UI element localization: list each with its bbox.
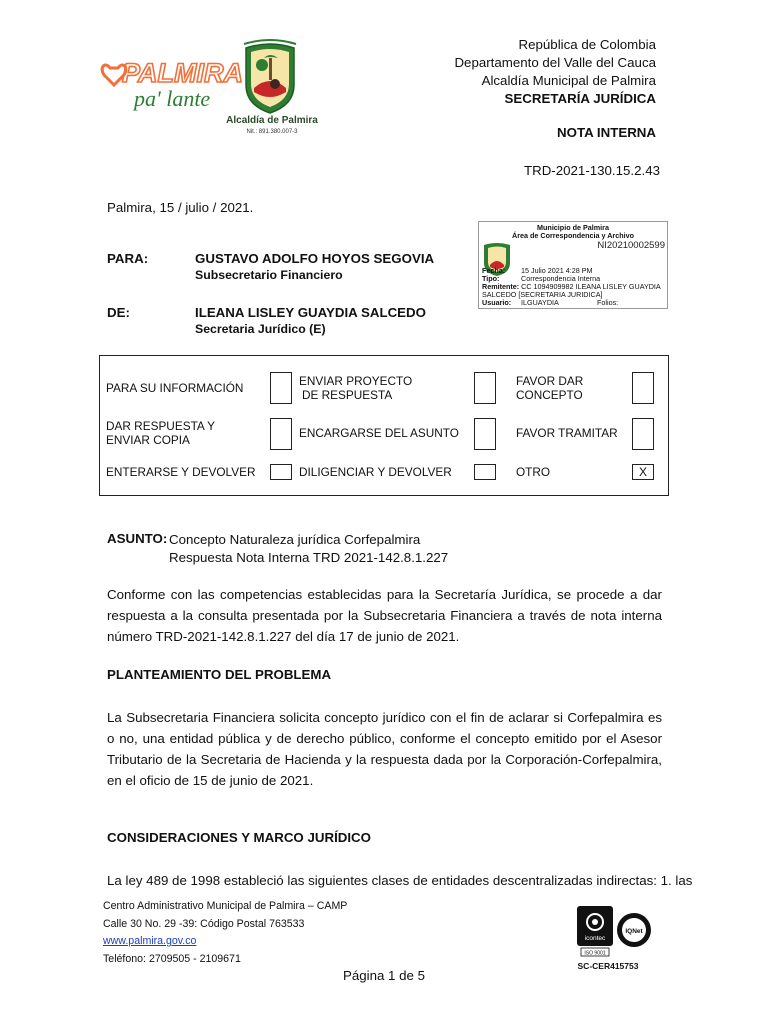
iqnet-text: IQNet [625,928,643,935]
stamp-remitente-label: Remitente: [482,282,520,291]
option-checkbox-favor-dar-concepto[interactable] [632,372,654,404]
option-checkbox-favor-tramitar[interactable] [632,418,654,450]
option-label: ENCARGARSE DEL ASUNTO [299,426,459,440]
icontec-certification-icon [577,906,613,956]
place-date: Palmira, 15 / julio / 2021. [107,200,254,215]
de-name: ILEANA LISLEY GUAYDIA SALCEDO [195,305,427,320]
page-number: Página 1 de 5 [342,968,426,983]
option-checkbox-encargarse[interactable] [474,418,496,450]
stamp-fecha-label: Fecha: [482,266,506,275]
header-institution-block [454,36,656,108]
option-label: ENVIAR PROYECTO DE RESPUESTA [299,374,413,402]
option-label: DAR RESPUESTA Y ENVIAR COPIA [106,419,215,447]
asunto-line-1: Concepto Naturaleza jurídica Corfepalmira [169,532,421,547]
option-label: ENTERARSE Y DEVOLVER [106,465,256,479]
asunto-label: ASUNTO: [107,531,168,546]
stamp-tipo-label: Tipo: [482,274,500,283]
option-label: PARA SU INFORMACIÓN [106,381,244,395]
stamp-title-1: Municipio de Palmira [537,223,609,232]
icontec-text: icontec [584,935,606,942]
stamp-usuario: ILGUAYDIA [521,298,559,307]
routing-options-box [99,355,669,496]
option-checkbox-otro[interactable]: X [632,464,654,480]
option-label: DILIGENCIAR Y DEVOLVER [299,465,452,479]
republica-text: República de Colombia [518,37,656,52]
document-type: NOTA INTERNA [557,125,656,140]
option-label: OTRO [516,465,551,479]
body-paragraph-1: Conforme con las competencias establecidas para la Secretaría Jurídica, se procede a dar respuesta a la consulta presentada por la Subsecretaria Financiera a través de nota interna número TRD-2021-142.8.1.227 del día 17 de junio de 2021. [107,587,662,644]
logo-main-text: PALMIRA [122,58,243,88]
correspondence-stamp [478,221,668,309]
palmira-palante-logo [100,50,243,120]
stamp-fecha: 15 Julio 2021 4:28 PM [521,266,593,275]
heading-consideraciones: CONSIDERACIONES Y MARCO JURÍDICO [107,830,372,845]
departamento-text: Departamento del Valle del Cauca [454,55,656,70]
trd-code: TRD-2021-130.15.2.43 [523,163,660,178]
nit-label: Nit.: 891.380.007-3 [246,129,298,135]
asunto-text [169,531,448,567]
option-checkbox-diligenciar[interactable] [474,464,496,480]
footer-phone: Teléfono: 2709505 - 2109671 [103,952,241,965]
alcaldia-label: Alcaldía de Palmira [226,115,318,126]
secretaria-text: SECRETARÍA JURÍDICA [504,91,656,106]
stamp-remitente: CC 1094909982 ILEANA LISLEY GUAYDIA [521,282,661,291]
body-paragraph-2: La Subsecretaria Financiera solicita concepto jurídico con el fin de aclarar si Corfepalmira es o no, una entidad pública y de derecho público, conforme el concepto emitido por el Asesor Tributario de la Secretaria de Hacienda y la respuesta dada por la Corporación-Corfepalmira, en el oficio de 15 de junio de 2021. [107,710,662,788]
palmira-coat-of-arms-icon [240,40,300,115]
option-checkbox-para-su-informacion[interactable] [270,372,292,404]
asunto-line-2: Respuesta Nota Interna TRD 2021-142.8.1.227 [169,550,449,565]
heading-planteamiento: PLANTEAMIENTO DEL PROBLEMA [107,667,332,682]
para-title: Subsecretario Financiero [195,268,343,282]
de-label: DE: [107,305,130,320]
certification-code: SC-CER415753 [577,961,639,971]
iqnet-certification-icon [616,912,652,948]
para-name: GUSTAVO ADOLFO HOYOS SEGOVIA [195,251,435,266]
body-paragraph-3: La ley 489 de 1998 estableció las siguientes clases de entidades descentralizadas indirectas: 1. las [107,873,693,888]
alcaldia-municipal-text: Alcaldía Municipal de Palmira [481,73,656,88]
footer-address-1: Centro Administrativo Municipal de Palmira – CAMP [103,900,348,912]
option-label: FAVOR DAR CONCEPTO [516,374,584,402]
stamp-number: NI20210002599 [597,240,665,251]
stamp-tipo: Correspondencia Interna [521,274,601,283]
para-label: PARA: [107,251,149,266]
option-checkbox-enviar-proyecto[interactable] [474,372,496,404]
iso-text: ISO 9001 [584,950,606,957]
footer-website-link[interactable]: www.palmira.gov.co [103,935,197,947]
footer-contact [103,898,347,968]
footer-address-2: Calle 30 No. 29 -39: Código Postal 763533 [103,917,305,930]
option-checkbox-dar-respuesta[interactable] [270,418,292,450]
stamp-remitente-cont: SALCEDO [SECRETARIA JURIDICA] [482,290,603,299]
option-label: FAVOR TRAMITAR [516,426,618,440]
logo-sub-text: pa' lante [134,86,211,111]
de-title: Secretaria Jurídico (E) [195,322,326,336]
stamp-folios-label: Folios: [597,298,619,307]
stamp-usuario-label: Usuario: [482,298,512,307]
stamp-title-2: Área de Correspondencia y Archivo [512,231,634,240]
option-checkbox-enterarse[interactable] [270,464,292,480]
